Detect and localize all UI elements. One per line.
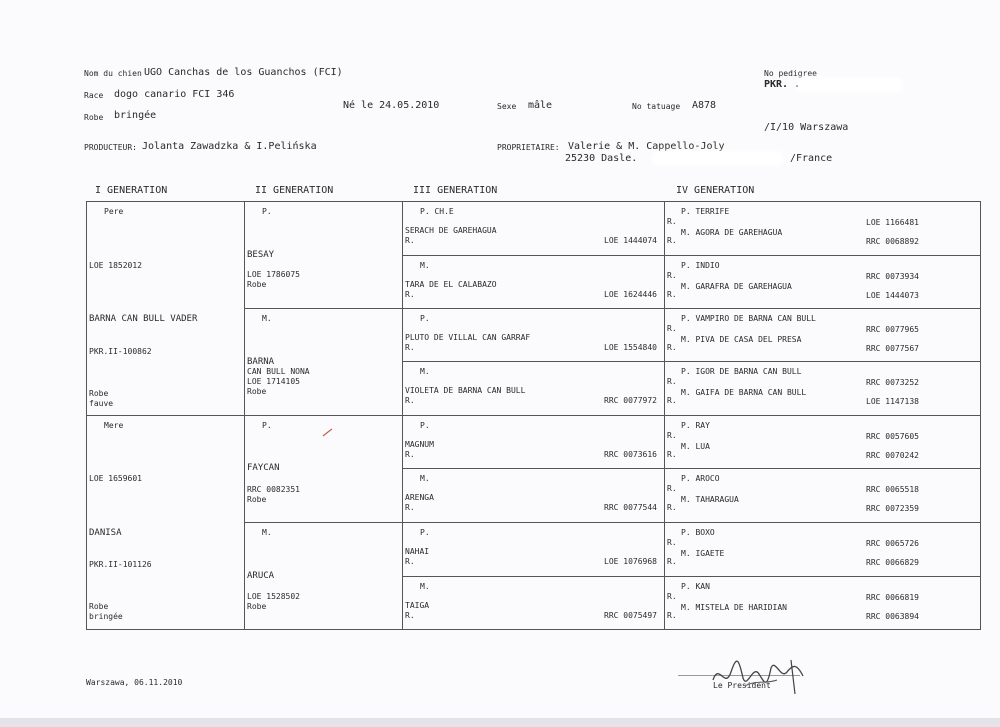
gen4-father-registration: RRC 0077965	[866, 325, 919, 334]
tatouage-label: No tatuage	[632, 102, 681, 111]
gen3-name: MAGNUM	[405, 440, 434, 449]
producteur-label: PRODUCTEUR:	[84, 143, 137, 152]
pere-pkr: PKR.II-100862	[89, 347, 152, 356]
gen4-r: R.	[667, 557, 677, 566]
gen3-sex: M.	[420, 367, 430, 376]
gen2-1-sex: M.	[262, 314, 272, 323]
tatouage-value: A878	[692, 100, 717, 111]
gen4-father-registration: RRC 0073934	[866, 272, 919, 281]
gen4-mother-registration: RRC 0072359	[866, 504, 919, 513]
gen4-mother: M. PIVA DE CASA DEL PRESA	[681, 335, 802, 344]
pedigree-number: PKR. .	[764, 79, 801, 90]
pere-name: BARNA CAN BULL VADER	[89, 314, 198, 324]
gen3-sex: P.	[420, 314, 430, 323]
gen3-r: R.	[405, 611, 415, 620]
gen3-sex: P. CH.E	[420, 207, 454, 216]
gen4-father: P. VAMPIRO DE BARNA CAN BULL	[681, 314, 816, 323]
gen-4-header: IV GENERATION	[676, 185, 755, 196]
gen4-r: R.	[667, 538, 677, 547]
gen3-r: R.	[405, 557, 415, 566]
sexe-label: Sexe	[497, 102, 517, 111]
gen3-sex: P.	[420, 528, 430, 537]
mere-robe-value: bringée	[89, 612, 123, 621]
gen3-r: R.	[405, 396, 415, 405]
gen2-1-line2: LOE 1714105	[247, 377, 300, 386]
row-divider	[244, 308, 981, 309]
redaction	[655, 154, 780, 163]
gen4-r: R.	[667, 431, 677, 440]
producteur-value: Jolanta Zawadzka & I.Pelińska	[142, 141, 317, 152]
gen2-3-line1: LOE 1528502	[247, 592, 300, 601]
gen4-r: R.	[667, 271, 677, 280]
mere-label: Mere	[104, 421, 124, 430]
president-label: Le President	[713, 681, 771, 690]
gen4-father-registration: RRC 0057605	[866, 432, 919, 441]
dog-name: UGO Canchas de los Guanchos (FCI)	[144, 67, 343, 78]
gen4-mother-registration: RRC 0070242	[866, 451, 919, 460]
gen3-name: VIOLETA DE BARNA CAN BULL	[405, 386, 526, 395]
gen4-mother: M. GARAFRA DE GAREHAGUA	[681, 282, 792, 291]
gen2-0-name: BESAY	[247, 250, 275, 260]
gen4-mother: M. MISTELA DE HARIDIAN	[681, 603, 787, 612]
gen4-r: R.	[667, 592, 677, 601]
robe-value: bringée	[114, 110, 157, 121]
mere-robe-label: Robe	[89, 602, 109, 611]
gen3-name: NAHAI	[405, 547, 430, 556]
pedigree-label: No pedigree	[764, 69, 817, 78]
gen4-father: P. KAN	[681, 582, 710, 591]
proprietaire-label: PROPRIETAIRE:	[497, 143, 560, 152]
row-divider	[86, 415, 981, 416]
gen2-0-line1: LOE 1786075	[247, 270, 300, 279]
row-divider	[402, 576, 981, 577]
gen4-father: P. AROCO	[681, 474, 720, 483]
gen3-r: R.	[405, 236, 415, 245]
gen3-registration: LOE 1444074	[604, 236, 657, 245]
gen3-r: R.	[405, 450, 415, 459]
gen2-1-line3: Robe	[247, 387, 267, 396]
mere-name: DANISA	[89, 528, 122, 538]
gen4-father: P. INDIO	[681, 261, 720, 270]
gen3-r: R.	[405, 290, 415, 299]
row-divider	[402, 361, 981, 362]
gen4-mother-registration: RRC 0068892	[866, 237, 919, 246]
gen4-father: P. RAY	[681, 421, 710, 430]
gen4-mother-registration: RRC 0063894	[866, 612, 919, 621]
gen3-name: SERACH DE GAREHAGUA	[405, 226, 497, 235]
gen4-father: P. BOXO	[681, 528, 715, 537]
gen4-mother-registration: RRC 0077567	[866, 344, 919, 353]
gen-2-header: II GENERATION	[255, 185, 334, 196]
pere-label: Pere	[104, 207, 124, 216]
gen4-r: R.	[667, 377, 677, 386]
gen4-r: R.	[667, 611, 677, 620]
gen4-r: R.	[667, 484, 677, 493]
gen3-r: R.	[405, 343, 415, 352]
gen2-0-sex: P.	[262, 207, 272, 216]
row-divider	[402, 468, 981, 469]
gen3-name: TARA DE EL CALABAZO	[405, 280, 497, 289]
gen4-r: R.	[667, 396, 677, 405]
gen4-r: R.	[667, 290, 677, 299]
name-label: Nom du chien	[84, 69, 142, 78]
sexe-value: mâle	[528, 100, 553, 111]
gen2-2-name: FAYCAN	[247, 463, 280, 473]
gen3-r: R.	[405, 503, 415, 512]
gen3-name: TAIGA	[405, 601, 430, 610]
gen2-2-line1: RRC 0082351	[247, 485, 300, 494]
gen4-r: R.	[667, 236, 677, 245]
ink-mark	[322, 428, 334, 438]
gen2-0-line2: Robe	[247, 280, 267, 289]
gen-1-header: I GENERATION	[95, 185, 168, 196]
gen4-father-registration: RRC 0066819	[866, 593, 919, 602]
pere-robe-value: fauve	[89, 399, 114, 408]
gen4-mother-registration: LOE 1147138	[866, 397, 919, 406]
gen2-1-line1: CAN BULL NONA	[247, 367, 310, 376]
gen3-registration: LOE 1554840	[604, 343, 657, 352]
proprietaire-value: Valerie & M. Cappello-Joly	[568, 141, 725, 152]
row-divider	[402, 255, 981, 256]
gen4-mother-registration: RRC 0066829	[866, 558, 919, 567]
gen4-r: R.	[667, 503, 677, 512]
place-date: Warszawa, 06.11.2010	[86, 678, 183, 687]
gen3-registration: RRC 0075497	[604, 611, 657, 620]
gen4-mother: M. TAHARAGUA	[681, 495, 739, 504]
pere-registration: LOE 1852012	[89, 261, 142, 270]
gen3-registration: RRC 0073616	[604, 450, 657, 459]
gen4-father-registration: RRC 0073252	[866, 378, 919, 387]
gen4-mother: M. LUA	[681, 442, 710, 451]
mere-pkr: PKR.II-101126	[89, 560, 152, 569]
gen4-mother-registration: LOE 1444073	[866, 291, 919, 300]
gen4-mother: M. AGORA DE GAREHAGUA	[681, 228, 783, 237]
gen2-3-sex: M.	[262, 528, 272, 537]
gen4-r: R.	[667, 324, 677, 333]
gen2-3-line2: Robe	[247, 602, 267, 611]
gen4-father: P. TERRIFE	[681, 207, 730, 216]
birth-date: Né le 24.05.2010	[343, 100, 440, 111]
proprietaire-address: 25230 Dasle.	[565, 153, 638, 164]
gen4-r: R.	[667, 343, 677, 352]
gen4-father-registration: RRC 0065726	[866, 539, 919, 548]
robe-label: Robe	[84, 113, 104, 122]
gen4-r: R.	[667, 450, 677, 459]
row-divider	[244, 522, 981, 523]
gen4-mother: M. GAIFA DE BARNA CAN BULL	[681, 388, 807, 397]
gen3-registration: LOE 1076968	[604, 557, 657, 566]
gen3-registration: RRC 0077544	[604, 503, 657, 512]
race-value: dogo canario FCI 346	[114, 89, 235, 100]
redaction	[800, 80, 900, 89]
gen3-sex: M.	[420, 261, 430, 270]
pedigree-suffix: /I/10 Warszawa	[764, 122, 849, 133]
gen4-father: P. IGOR DE BARNA CAN BULL	[681, 367, 802, 376]
proprietaire-country: /France	[790, 153, 833, 164]
gen3-sex: P.	[420, 421, 430, 430]
gen3-sex: M.	[420, 474, 430, 483]
gen2-2-line2: Robe	[247, 495, 267, 504]
gen2-1-name: BARNA	[247, 357, 275, 367]
gen3-name: PLUTO DE VILLAL CAN GARRAF	[405, 333, 531, 342]
race-label: Race	[84, 91, 104, 100]
gen2-3-name: ARUCA	[247, 571, 275, 581]
gen4-mother: M. IGAETE	[681, 549, 725, 558]
pere-robe-label: Robe	[89, 389, 109, 398]
gen3-sex: M.	[420, 582, 430, 591]
gen4-father-registration: RRC 0065518	[866, 485, 919, 494]
page-edge	[0, 718, 1000, 727]
gen4-r: R.	[667, 217, 677, 226]
mere-registration: LOE 1659601	[89, 474, 142, 483]
gen2-2-sex: P.	[262, 421, 272, 430]
gen3-registration: LOE 1624446	[604, 290, 657, 299]
gen-3-header: III GENERATION	[413, 185, 498, 196]
gen3-name: ARENGA	[405, 493, 434, 502]
signature-icon	[705, 650, 815, 700]
gen3-registration: RRC 0077972	[604, 396, 657, 405]
gen4-father-registration: LOE 1166481	[866, 218, 919, 227]
